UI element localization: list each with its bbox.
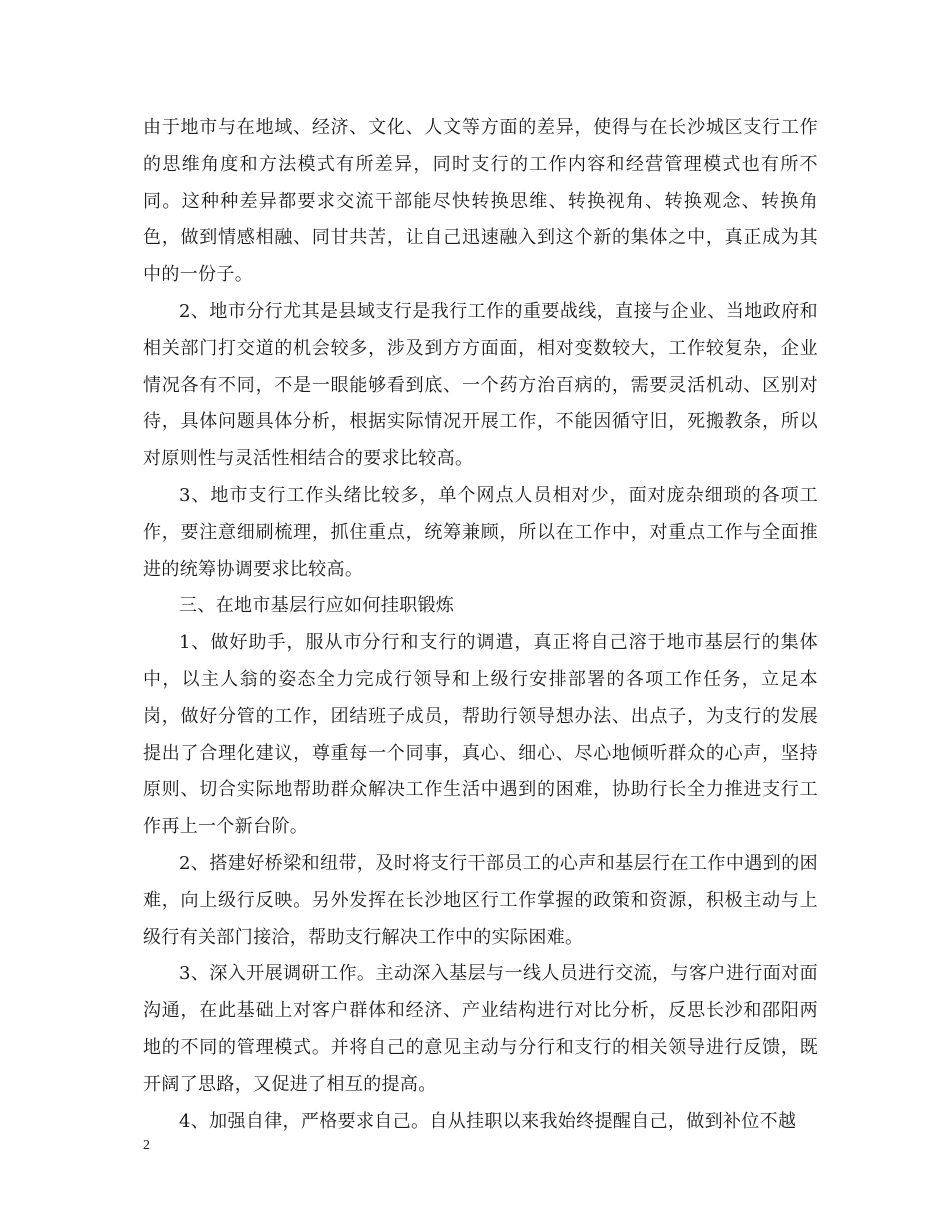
- document-body: [143, 110, 818, 1140]
- paragraph-item-2: 2、地市分行尤其是县域支行是我行工作的重要战线，直接与企业、当地政府和相关部门打交道的机会较多，涉及到方方面面，相对变数较大，工作较复杂，企业情况各有不同，不是一眼能够看到底、一个药方治百病的，需要灵活机动、区别对待，具体问题具体分析，根据实际情况开展工作，不能因循守旧，死搬教条，所以对原则性与灵活性相结合的要求比较高。: [143, 300, 818, 470]
- paragraph-section3-item-3: 3、深入开展调研工作。主动深入基层与一线人员进行交流，与客户进行面对面沟通，在此基础上对客户群体和经济、产业结构进行对比分析，反思长沙和邵阳两地的不同的管理模式。并将自己的意见主动与分行和支行的相关领导进行反馈，既开阔了思路，又促进了相互的提高。: [143, 963, 818, 1095]
- paragraph-item-3: 3、地市支行工作头绪比较多，单个网点人员相对少，面对庞杂细琐的各项工作，要注意细刷梳理，抓住重点，统筹兼顾，所以在工作中，对重点工作与全面推进的统筹协调要求比较高。: [143, 484, 818, 580]
- section-heading: 三、在地市基层行应如何挂职锻炼: [179, 595, 455, 617]
- paragraph-section3-item-2: 2、搭建好桥梁和纽带，及时将支行干部员工的心声和基层行在工作中遇到的困难，向上级行反映。另外发挥在长沙地区行工作掌握的政策和资源，积极主动与上级行有关部门接洽，帮助支行解决工作中的实际困难。: [143, 852, 818, 948]
- paragraph-section3-item-4: 4、加强自律，严格要求自己。自从挂职以来我始终提醒自己，做到补位不越: [179, 1110, 797, 1132]
- page-number: 2: [143, 1138, 150, 1153]
- paragraph-section3-item-1: 1、做好助手，服从市分行和支行的调遣，真正将自己溶于地市基层行的集体中，以主人翁的姿态全力完成行领导和上级行安排部署的各项工作任务，立足本岗，做好分管的工作，团结班子成员，帮助行领导想办法、出点子，为支行的发展提出了合理化建议，尊重每一个同事，真心、细心、尽心地倾听群众的心声，坚持原则、切合实际地帮助群众解决工作生活中遇到的困难，协助行长全力推进支行工作再上一个新台阶。: [143, 632, 818, 838]
- paragraph-continued: 由于地市与在地域、经济、文化、人文等方面的差异，使得与在长沙城区支行工作的思维角度和方法模式有所差异，同时支行的工作内容和经营管理模式也有所不同。这种种差异都要求交流干部能尽快转换思维、转换视角、转换观念、转换角色，做到情感相融、同甘共苦，让自己迅速融入到这个新的集体之中，真正成为其中的一份子。: [143, 117, 818, 286]
